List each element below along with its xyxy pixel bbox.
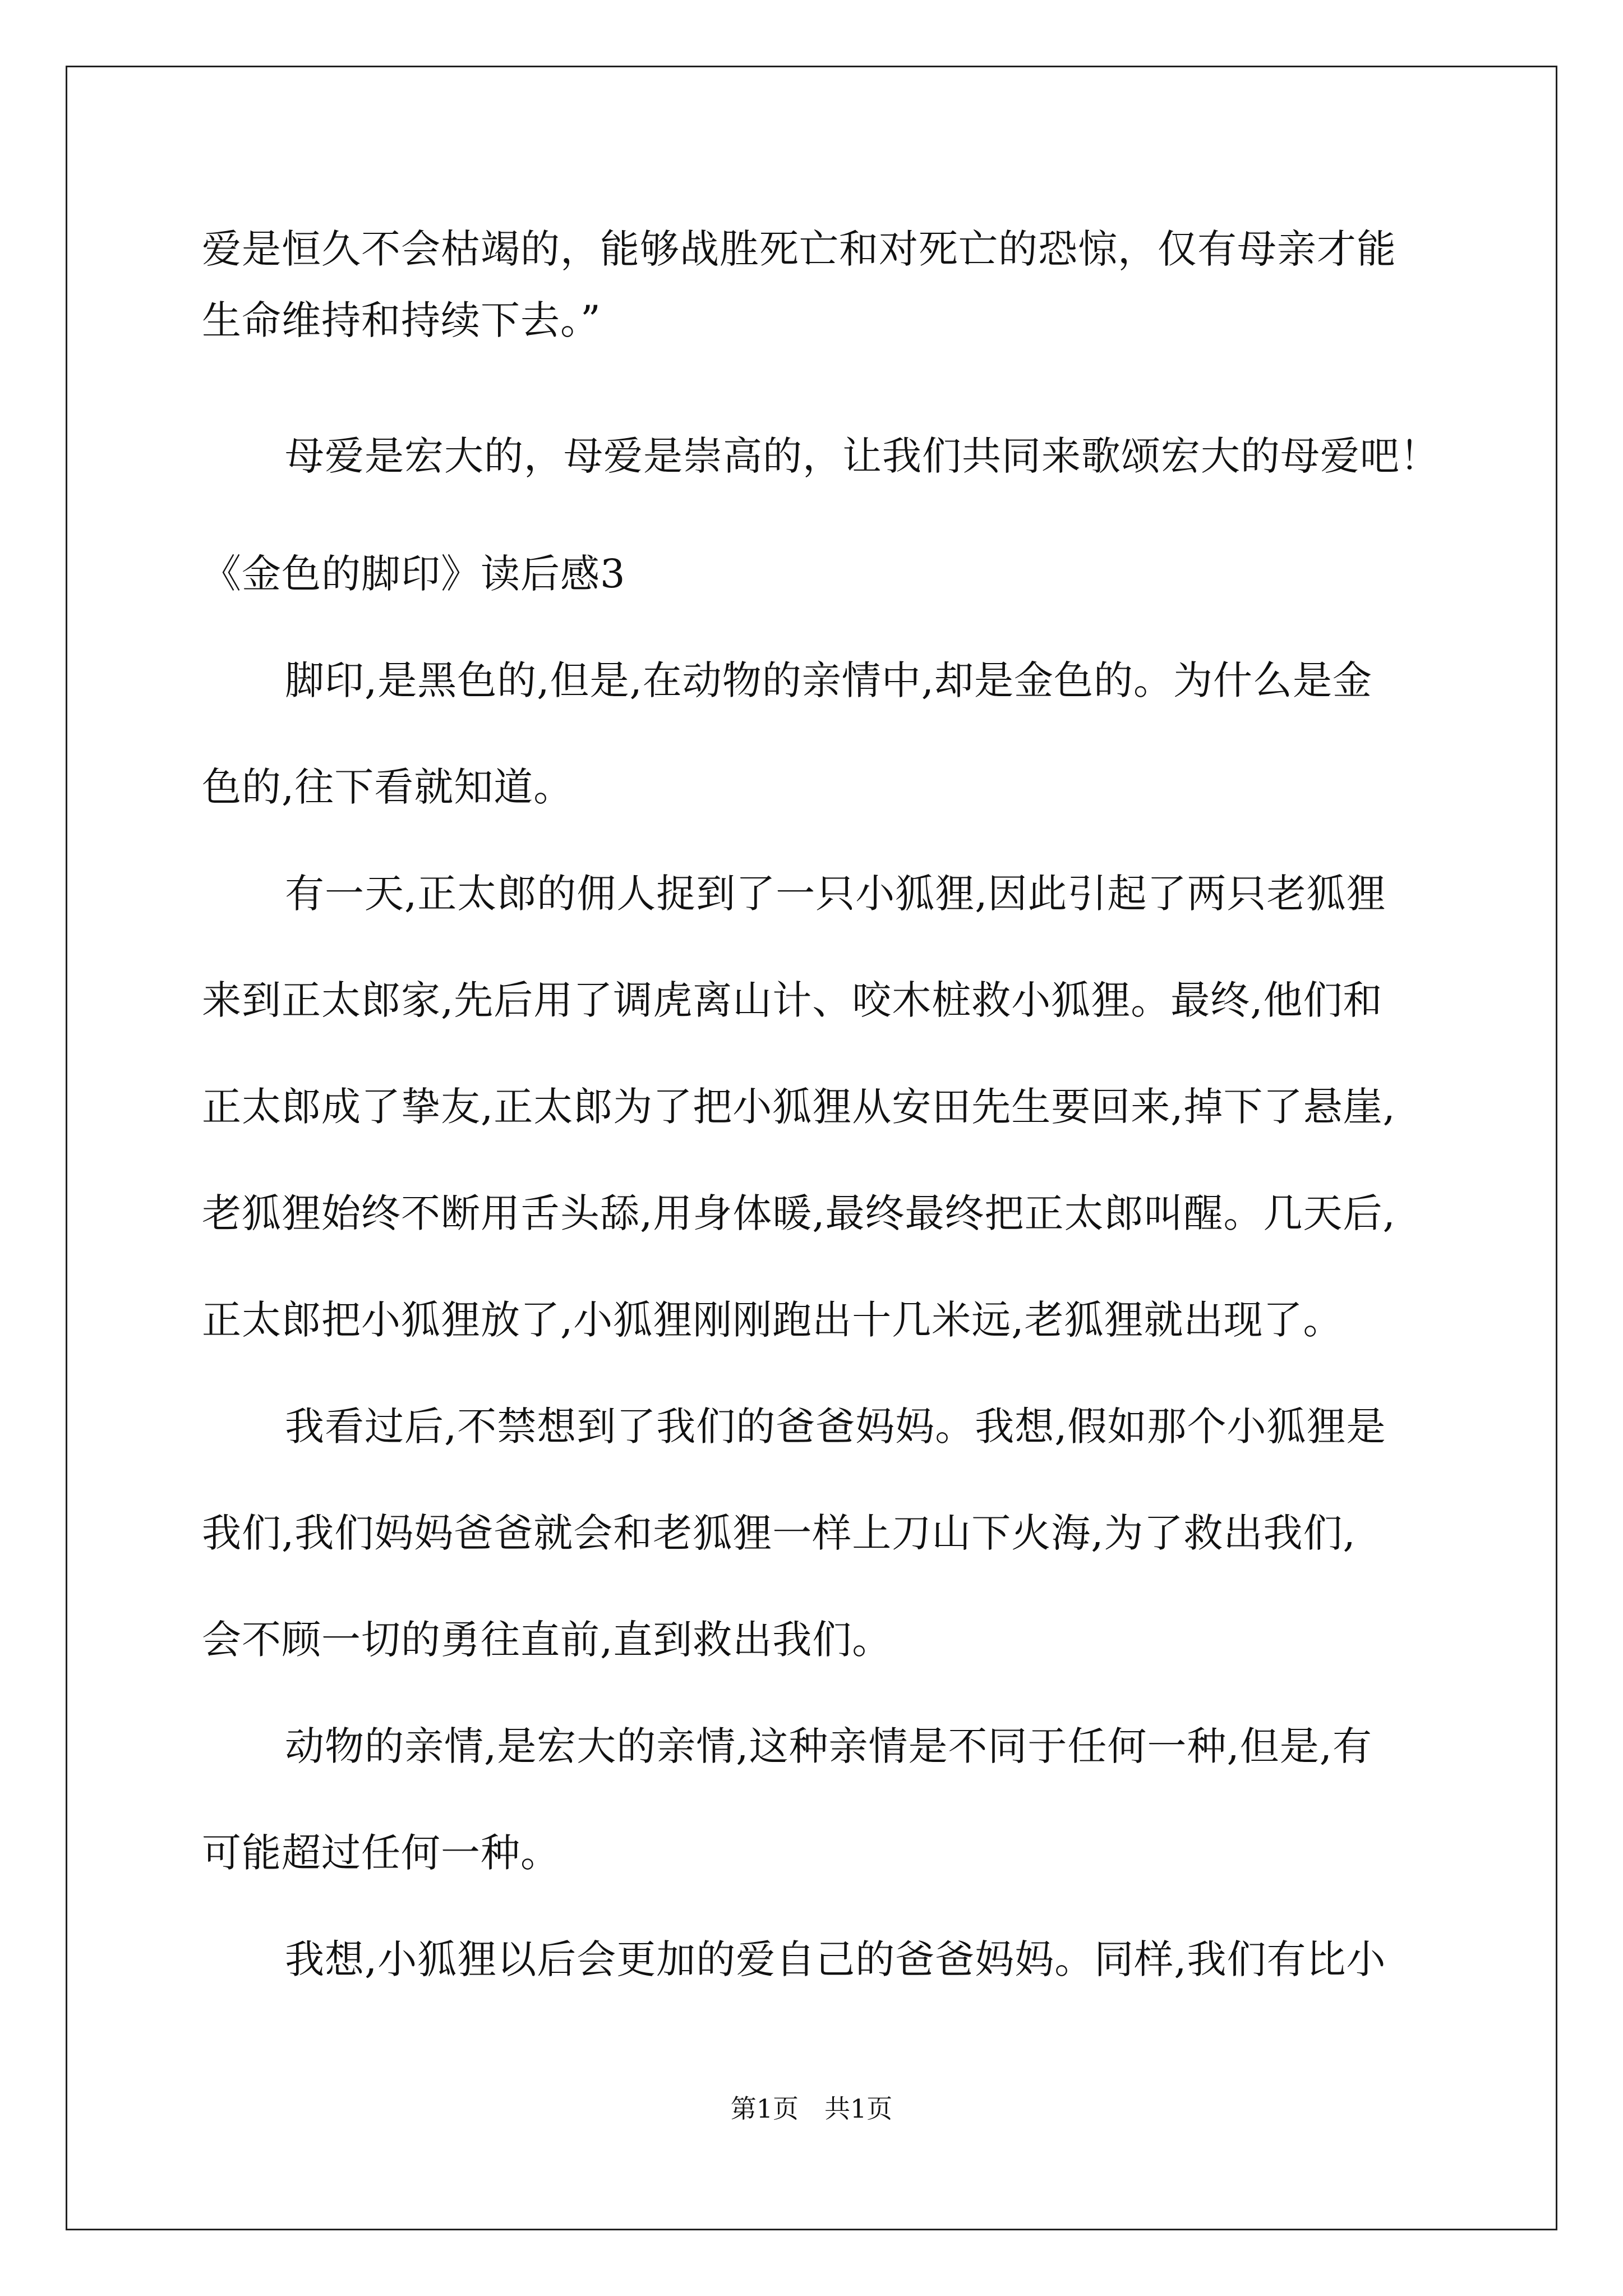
text-line: 我们,我们妈妈爸爸就会和老狐狸一样上刀山下火海,为了救出我们,	[202, 1510, 1356, 1556]
text-line: 会不顾一切的勇往直前,直到救出我们。	[202, 1617, 892, 1663]
text-line: 爱是恒久不会枯竭的，能够战胜死亡和对死亡的恐惊，仅有母亲才能	[202, 226, 1396, 272]
paragraph-first-line: 我想,小狐狸以后会更加的爱自己的爸爸妈妈。同样,我们有比小	[285, 1936, 1386, 1982]
text-line: 生命维持和持续下去。”	[202, 297, 601, 343]
page-number-footer: 第1页 共1页	[730, 2093, 893, 2124]
section-heading: 《金色的脚印》读后感3	[202, 551, 626, 597]
text-line: 来到正太郎家,先后用了调虎离山计、咬木桩救小狐狸。最终,他们和	[202, 977, 1383, 1023]
paragraph-first-line: 动物的亲情,是宏大的亲情,这种亲情是不同于任何一种,但是,有	[285, 1723, 1373, 1769]
paragraph-first-line: 母爱是宏大的，母爱是崇高的，让我们共同来歌颂宏大的母爱吧！	[285, 433, 1440, 479]
text-line: 可能超过任何一种。	[202, 1830, 560, 1876]
text-line: 正太郎成了挚友,正太郎为了把小狐狸从安田先生要回来,掉下了悬崖,	[202, 1084, 1396, 1130]
text-line: 正太郎把小狐狸放了,小狐狸刚刚跑出十几米远,老狐狸就出现了。	[202, 1297, 1343, 1343]
page-border	[66, 66, 1557, 2230]
paragraph-first-line: 我看过后,不禁想到了我们的爸爸妈妈。我想,假如那个小狐狸是	[285, 1404, 1386, 1450]
paragraph-first-line: 脚印,是黑色的,但是,在动物的亲情中,却是金色的。为什么是金	[285, 657, 1373, 703]
paragraph-first-line: 有一天,正太郎的佣人捉到了一只小狐狸,因此引起了两只老狐狸	[285, 871, 1386, 917]
text-line: 老狐狸始终不断用舌头舔,用身体暖,最终最终把正太郎叫醒。几天后,	[202, 1190, 1396, 1236]
text-line: 色的,往下看就知道。	[202, 764, 574, 810]
